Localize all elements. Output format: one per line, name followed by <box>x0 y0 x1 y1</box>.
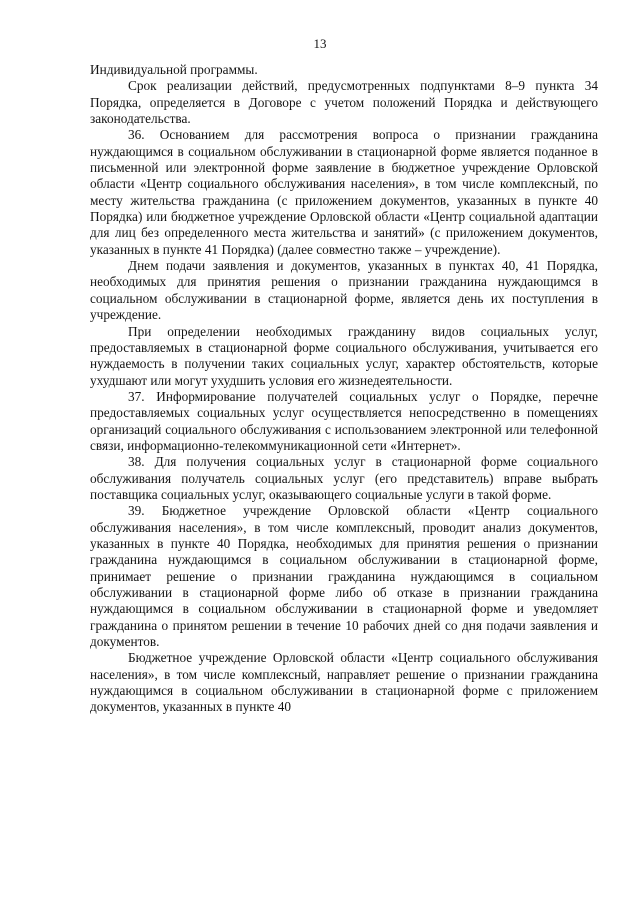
paragraph-37: 37. Информирование получателей социальных услуг о Порядке, перечне предоставляемых социальных услуг осуществляется непосредственно в помещениях организаций социального обслуживания с использованием электронной или телефонной связи, информационно-телекоммуникационной сети «Интернет». <box>90 388 598 453</box>
paragraph-implementation-period: Срок реализации действий, предусмотренных подпунктами 8–9 пункта 34 Порядка, определяется в Договоре с учетом положений Порядка и действующего законодательства. <box>90 78 598 127</box>
paragraph-36: 36. Основанием для рассмотрения вопроса о признании гражданина нуждающимся в социальном обслуживании в стационарной форме является поданное в письменной или электронной форме заявление в бюджетное учреждение Орловской области «Центр социального обслуживания населения», в том числе комплексный, по месту жительства гражданина (с приложением документов, указанных в пункте 40 Порядка) или бюджетное учреждение Орловской области «Центр социальной адаптации для лиц без определенного места жительства и занятий» (с приложением документов, указанных в пункте 41 Порядка) (далее совместно также – учреждение). <box>90 127 598 257</box>
paragraph-38: 38. Для получения социальных услуг в стационарной форме социального обслуживания получатель социальных услуг (его представитель) вправе выбрать поставщика социальных услуг, оказывающего социальные услуги в такой форме. <box>90 454 598 502</box>
paragraph-service-needs: При определении необходимых гражданину видов социальных услуг, предоставляемых в стационарной форме социального обслуживания, учитывается его нуждаемость в получении таких социальных услуг, характер обстоятельств, которые ухудшают или могут ухудшить условия его жизнедеятельности. <box>90 323 598 388</box>
paragraph-decision-sending: Бюджетное учреждение Орловской области «Центр социального обслуживания населения», в том числе комплексный, направляет решение о признании гражданина нуждающимся в социальном обслуживании в стационарной форме с приложением документов, указанных в пункте 40 <box>90 650 598 715</box>
paragraph-39: 39. Бюджетное учреждение Орловской области «Центр социального обслуживания населения», в том числе комплексный, проводит анализ документов, указанных в пункте 40 Порядка, необходимых для принятия решения о признании гражданина нуждающимся в социальном обслуживании в стационарной форме, принимает решение о признании гражданина нуждающимся в социальном обслуживании в стационарной форме либо об отказе в признании гражданина нуждающимся в социальном обслуживании в стационарной форме и уведомляет гражданина о принятом решении в течение 10 рабочих дней со дня подачи заявления и документов. <box>90 503 598 650</box>
page-number: 13 <box>313 36 327 51</box>
document-body <box>90 62 598 716</box>
paragraph-continuation: Индивидуальной программы. <box>90 62 258 77</box>
paragraph-submission-date: Днем подачи заявления и документов, указанных в пунктах 40, 41 Порядка, необходимых для принятия решения о признании гражданина нуждающимся в социальном обслуживании в стационарной форме, является день их поступления в учреждение. <box>90 258 598 323</box>
